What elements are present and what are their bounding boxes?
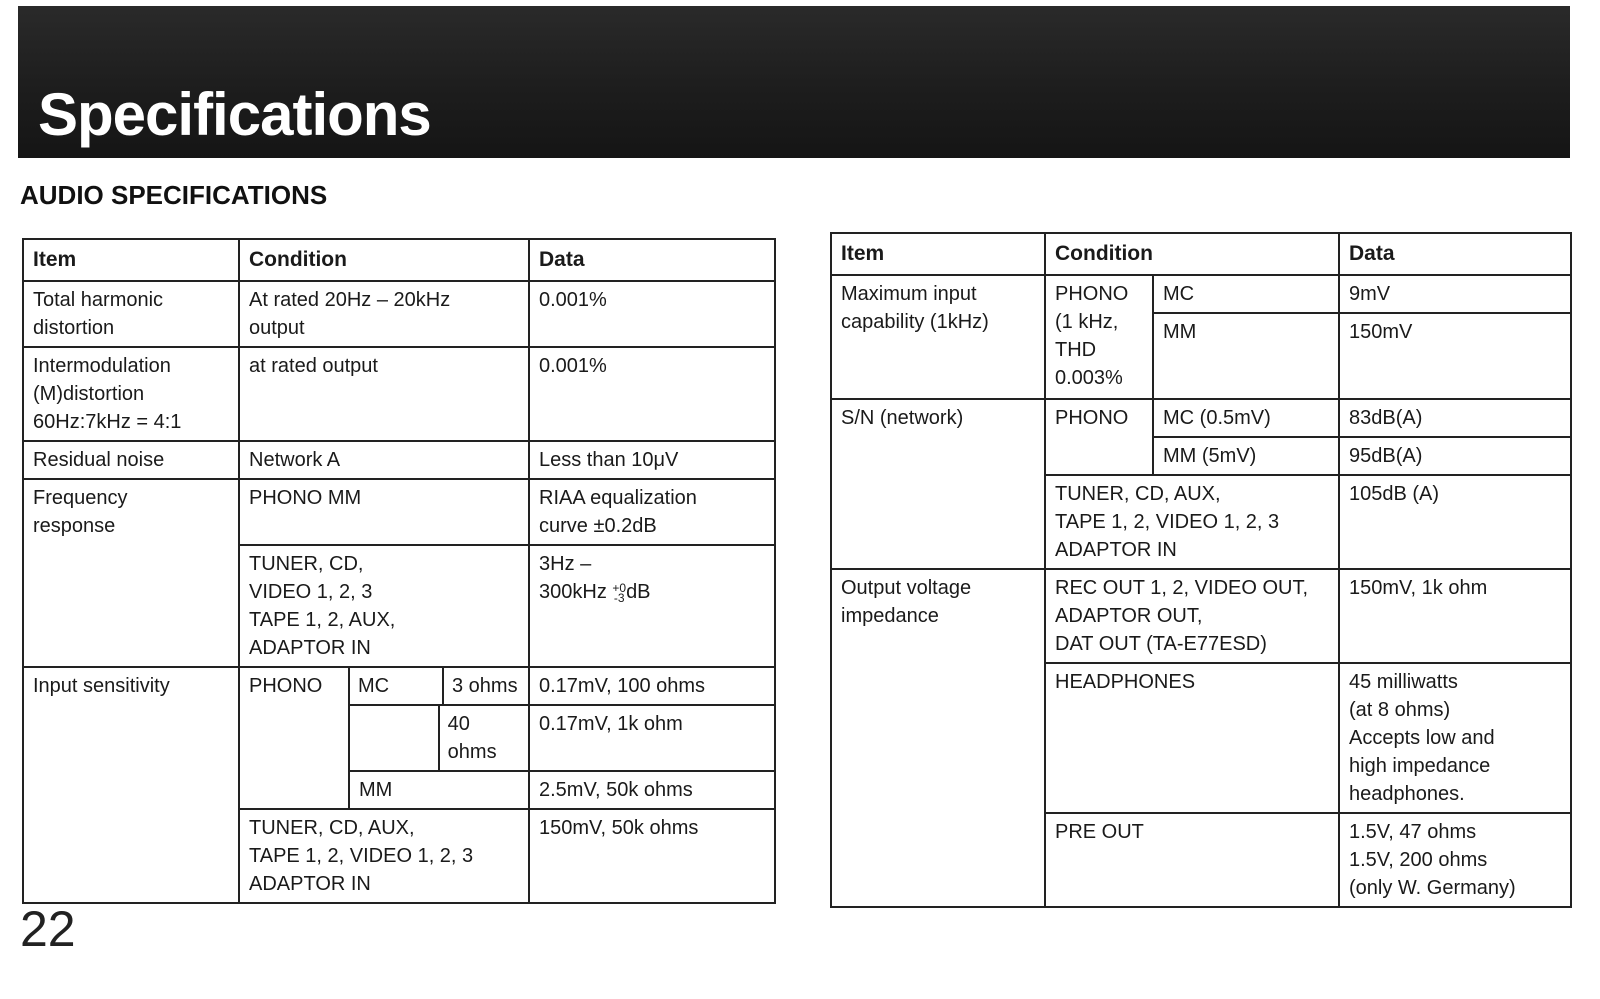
data-sens-mc-40: 0.17mV, 1k ohm <box>529 705 775 771</box>
table-row <box>23 441 775 479</box>
tolerance-minus: -3 <box>613 590 625 605</box>
data-sn-line: 105dB (A) <box>1339 475 1571 569</box>
condition-sn-line: TUNER, CD, AUX, TAPE 1, 2, VIDEO 1, 2, 3 ADAPTOR IN <box>1045 475 1339 569</box>
header-condition: Condition <box>1045 233 1339 275</box>
mc-label: MC <box>350 668 444 704</box>
header-banner <box>18 6 1570 158</box>
header-item: Item <box>23 239 239 281</box>
data-rec-out: 150mV, 1k ohm <box>1339 569 1571 663</box>
table-row <box>831 569 1571 663</box>
condition-imd: at rated output <box>239 347 529 441</box>
table-row <box>831 275 1571 313</box>
header-data: Data <box>529 239 775 281</box>
condition-max-input: PHONO (1 kHz, THD 0.003% <box>1045 275 1153 399</box>
page-title: Specifications <box>38 81 431 148</box>
condition-sn-mm: MM (5mV) <box>1153 437 1339 475</box>
item-imd: Intermodulation (M)distortion 60Hz:7kHz = 4:1 <box>23 347 239 441</box>
condition-thd: At rated 20Hz – 20kHz output <box>239 281 529 347</box>
condition-sn-phono: PHONO <box>1045 399 1153 475</box>
data-sens-mm: 2.5mV, 50k ohms <box>529 771 775 809</box>
item-noise: Residual noise <box>23 441 239 479</box>
data-thd: 0.001% <box>529 281 775 347</box>
condition-max-mc: MC <box>1153 275 1339 313</box>
table-header-row <box>831 233 1571 275</box>
table-row <box>23 479 775 545</box>
condition-rec-out: REC OUT 1, 2, VIDEO OUT, ADAPTOR OUT, DAT OUT (TA-E77ESD) <box>1045 569 1339 663</box>
item-sens: Input sensitivity <box>23 667 239 903</box>
section-title: AUDIO SPECIFICATIONS <box>20 180 328 210</box>
data-sens-mc-3: 0.17mV, 100 ohms <box>529 667 775 705</box>
freq-unit: dB <box>626 581 651 603</box>
mc-spacer <box>350 706 440 770</box>
condition-noise: Network A <box>239 441 529 479</box>
data-sn-mm: 95dB(A) <box>1339 437 1571 475</box>
table-header-row <box>23 239 775 281</box>
header-condition: Condition <box>239 239 529 281</box>
audio-spec-table-left <box>22 238 776 904</box>
header-item: Item <box>831 233 1045 275</box>
page-number: 22 <box>20 901 76 957</box>
condition-freq-line: TUNER, CD, VIDEO 1, 2, 3 TAPE 1, 2, AUX, ADAPTOR IN <box>239 545 529 667</box>
table-row <box>23 281 775 347</box>
data-sn-mc: 83dB(A) <box>1339 399 1571 437</box>
condition-headphones: HEADPHONES <box>1045 663 1339 813</box>
freq-range: 3Hz – 300kHz <box>539 553 607 603</box>
data-max-mc: 9mV <box>1339 275 1571 313</box>
condition-freq-phono: PHONO MM <box>239 479 529 545</box>
tolerance <box>612 580 627 605</box>
mc-40-ohms: 40 ohms <box>447 713 497 763</box>
data-max-mm: 150mV <box>1339 313 1571 399</box>
condition-sens-mm: MM <box>349 771 529 809</box>
condition-max-mm: MM <box>1153 313 1339 399</box>
condition-sens-line: TUNER, CD, AUX, TAPE 1, 2, VIDEO 1, 2, 3 ADAPTOR IN <box>239 809 529 903</box>
table-row <box>23 667 775 705</box>
data-noise: Less than 10μV <box>529 441 775 479</box>
data-imd: 0.001% <box>529 347 775 441</box>
condition-sens-mc <box>349 667 529 705</box>
data-pre-out: 1.5V, 47 ohms 1.5V, 200 ohms (only W. Germany) <box>1339 813 1571 907</box>
mc-3-ohms: 3 ohms <box>452 675 518 697</box>
data-freq-phono: RIAA equalization curve ±0.2dB <box>529 479 775 545</box>
data-sens-line: 150mV, 50k ohms <box>529 809 775 903</box>
header-data: Data <box>1339 233 1571 275</box>
item-freq: Frequency response <box>23 479 239 667</box>
tolerance-plus: +0 <box>612 580 627 595</box>
condition-pre-out: PRE OUT <box>1045 813 1339 907</box>
item-thd: Total harmonic distortion <box>23 281 239 347</box>
condition-sens-phono: PHONO <box>239 667 349 809</box>
data-headphones: 45 milliwatts (at 8 ohms) Accepts low and high impedance headphones. <box>1339 663 1571 813</box>
item-max-input: Maximum input capability (1kHz) <box>831 275 1045 399</box>
item-output: Output voltage impedance <box>831 569 1045 907</box>
item-sn: S/N (network) <box>831 399 1045 569</box>
table-row <box>831 399 1571 437</box>
condition-sens-mc-40 <box>349 705 529 771</box>
table-row <box>23 347 775 441</box>
condition-sn-mc: MC (0.5mV) <box>1153 399 1339 437</box>
audio-spec-table-right <box>830 232 1572 908</box>
data-freq-line <box>529 545 775 667</box>
